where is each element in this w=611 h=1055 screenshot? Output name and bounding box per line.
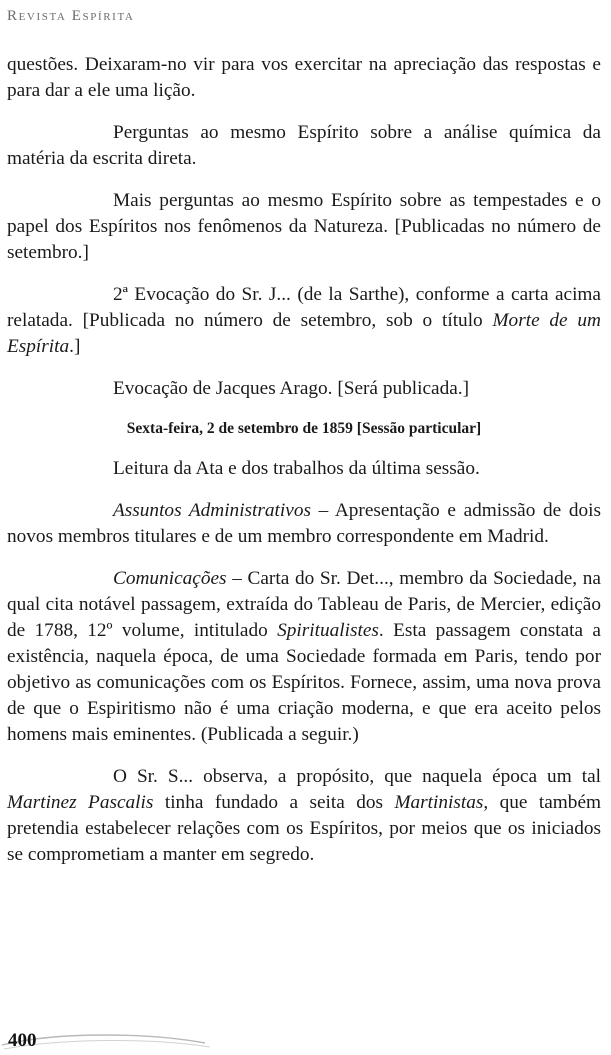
paragraph-text: .]	[69, 336, 81, 357]
paragraph-text: – Apresentação e admissão de dois novos membros titulares e de um membro correspondente em Madrid.	[7, 500, 601, 547]
paragraph-text: tinha fundado a seita dos	[153, 792, 395, 813]
session-heading: Sexta-feira, 2 de setembro de 1859 [Sessão particular]	[126, 420, 482, 437]
paragraph-text: – Carta do Sr. Det..., membro da Sociedade, na qual cita notável passagem, extraída do Tableau de Paris, de Mercier, edição de 1788, 12º volume, intitulado	[7, 568, 601, 641]
section-label: Comunicações	[113, 568, 227, 589]
italic-title: Spiritualistes	[277, 620, 379, 641]
paragraph-administrative	[7, 498, 601, 550]
paragraph-minutes-reading: Leitura da Ata e dos trabalhos da última sessão.	[113, 458, 480, 479]
paragraph-second-evocation	[7, 282, 601, 360]
paragraph-arago-evocation: Evocação de Jacques Arago. [Será publicada.]	[113, 378, 470, 399]
page-number: 400	[8, 1030, 37, 1051]
italic-name: Martinistas	[394, 792, 484, 813]
paragraph-text: 2ª Evocação do Sr. J... (de la Sarthe), conforme a carta acima relatada. [Publicada no número de setembro, sob o título	[7, 284, 601, 331]
italic-name: Martinez Pascalis	[7, 792, 154, 813]
paragraph-chemical-analysis: Perguntas ao mesmo Espírito sobre a análise química da matéria da escrita direta.	[7, 122, 601, 169]
paragraph-continuation: questões. Deixaram-no vir para vos exercitar na apreciação das respostas e para dar a ele uma lição.	[7, 54, 601, 101]
paragraph-text: , que também pretendia estabelecer relações com os Espíritos, por meios que os iniciados se comprometiam a manter em segredo.	[7, 792, 601, 865]
paragraph-text: . Esta passagem constata a existência, naquela época, de uma Sociedade formada em Paris, tendo por objetivo as comunicações com os Espíritos. Fornece, assim, uma nova prova de que o Espiritismo não é uma criação moderna, e que era aceito pelos homens mais eminentes. (Publicada a seguir.)	[7, 620, 601, 745]
paragraph-communications	[7, 566, 601, 748]
running-header: Revista Espírita	[7, 8, 135, 24]
page-body	[7, 52, 601, 884]
section-label: Assuntos Administrativos	[113, 500, 311, 521]
paragraph-martinists	[7, 764, 601, 868]
paragraph-tempests: Mais perguntas ao mesmo Espírito sobre as tempestades e o papel dos Espíritos nos fenômenos da Natureza. [Publicadas no número de setembro.]	[7, 190, 601, 263]
paragraph-text: O Sr. S... observa, a propósito, que naquela época um tal	[113, 766, 601, 787]
italic-title: Morte de um Espírita	[7, 310, 601, 357]
